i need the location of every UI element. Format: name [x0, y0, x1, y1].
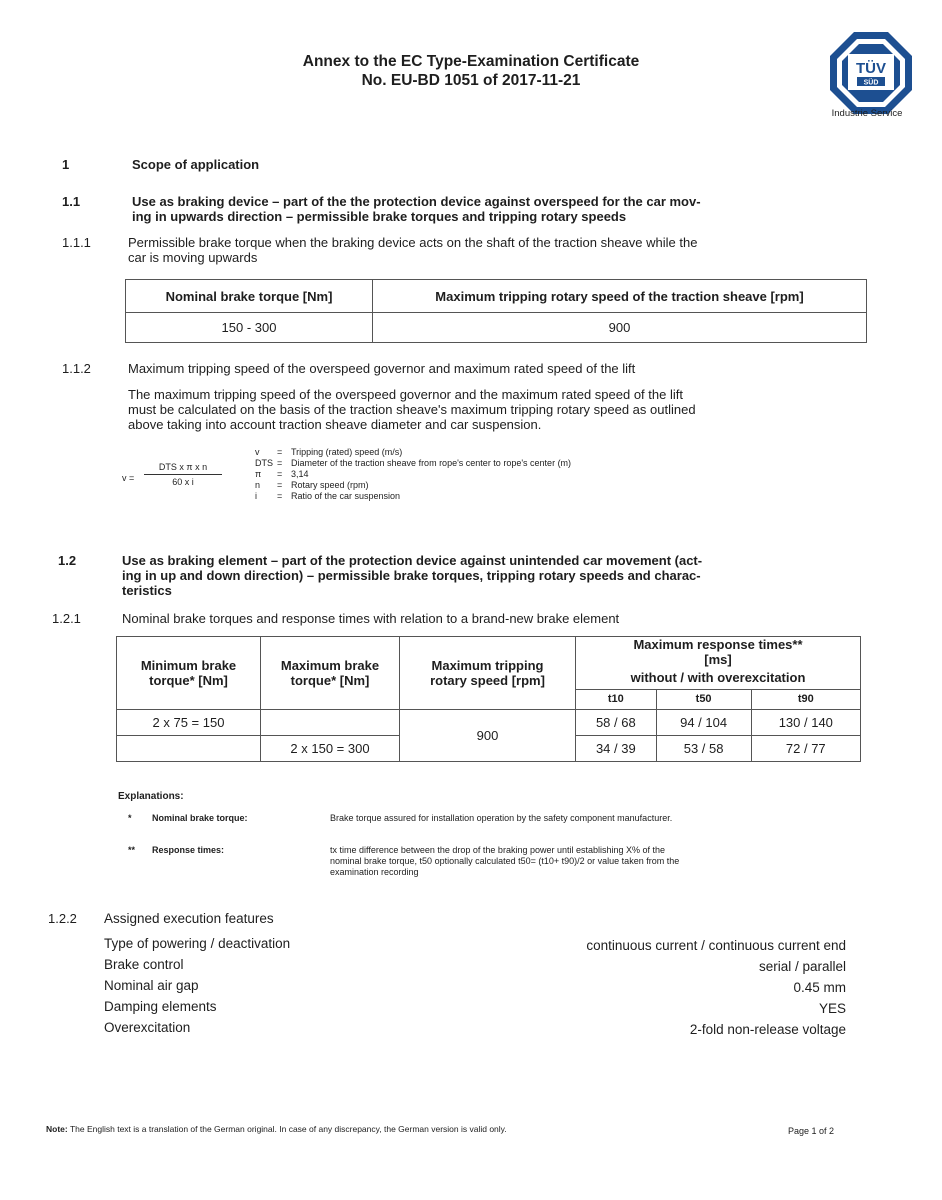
- section-title-line: ing in up and down direction) – permissible brake torques, tripping rotary speeds and charac-: [122, 568, 701, 583]
- table-header: t50: [656, 689, 751, 709]
- text-line: Permissible brake torque when the braking device acts on the shaft of the traction sheave while the: [128, 235, 698, 250]
- table-header: [117, 637, 261, 710]
- table-header: [261, 637, 400, 710]
- table-cell: 72 / 77: [751, 735, 860, 761]
- text-line: nominal brake torque, t50 optionally calculated t50= (t10+ t90)/2 or value taken from the: [330, 856, 680, 866]
- section-title-line: Use as braking device – part of the the protection device against overspeed for the car mov-: [132, 194, 701, 209]
- logo-text: TÜV: [856, 60, 886, 77]
- table-cell: 900: [400, 709, 576, 761]
- legend-desc: 3,14: [291, 469, 309, 479]
- section-title-line: ing in upwards direction – permissible brake torques and tripping rotary speeds: [132, 209, 627, 224]
- legend-desc: Ratio of the car suspension: [291, 491, 401, 501]
- text-line: tx time difference between the drop of the braking power until establishing X% of the: [330, 845, 666, 855]
- legend-row: [255, 447, 571, 458]
- legend-equals: =: [277, 480, 283, 490]
- feature-value: 0.45 mm: [793, 980, 846, 995]
- feature-label: Overexcitation: [104, 1020, 191, 1035]
- text-line: The maximum tripping speed of the overspeed governor and the maximum rated speed of the lift: [128, 387, 683, 402]
- table-cell: 2 x 75 = 150: [117, 709, 261, 735]
- feature-value: 2-fold non-release voltage: [689, 1022, 846, 1037]
- table-cell: 130 / 140: [751, 709, 860, 735]
- explanation-mark: **: [128, 845, 136, 855]
- table-cell: 900: [373, 313, 867, 343]
- header-line: rotary speed [rpm]: [430, 672, 545, 688]
- table-header: t90: [751, 689, 860, 709]
- section-title: [132, 194, 872, 224]
- feature-value: continuous current / continuous current end: [586, 938, 846, 953]
- table-cell: 150 - 300: [126, 313, 373, 343]
- tuv-octagon-icon: [826, 28, 916, 118]
- table-header: Nominal brake torque [Nm]: [126, 280, 373, 313]
- table-row: [117, 709, 861, 735]
- legend-equals: =: [277, 458, 283, 468]
- page-number: Page 1 of 2: [788, 1126, 835, 1136]
- brake-torque-table: [125, 279, 867, 343]
- table-cell: [117, 735, 261, 761]
- title-line-2: No. EU-BD 1051 of 2017-11-21: [361, 72, 581, 89]
- legend-symbol: n: [255, 480, 261, 490]
- explanation-text: Brake torque assured for installation operation by the safety component manufacturer.: [330, 813, 673, 823]
- response-times-table: [116, 636, 861, 762]
- paragraph: [128, 387, 873, 432]
- footer-note-label: Note:: [46, 1124, 68, 1134]
- table-header: [400, 637, 576, 710]
- table-header: t10: [576, 689, 657, 709]
- section-title-line: Use as braking element – part of the protection device against unintended car movement (act-: [122, 553, 703, 568]
- formula-legend: [255, 447, 571, 502]
- title-line-1: Annex to the EC Type-Examination Certificate: [302, 53, 640, 70]
- explanation-label: Nominal brake torque:: [152, 813, 248, 823]
- table-cell: 53 / 58: [656, 735, 751, 761]
- table-header: [576, 637, 861, 668]
- header-line: Maximum brake: [280, 657, 380, 673]
- legend-symbol: DTS: [255, 458, 273, 468]
- section-title: Scope of application: [132, 157, 260, 172]
- table-cell: 94 / 104: [656, 709, 751, 735]
- table-header: Maximum tripping rotary speed of the traction sheave [rpm]: [373, 280, 867, 313]
- feature-value: YES: [818, 1001, 846, 1016]
- document-title: [0, 52, 942, 90]
- legend-symbol: π: [255, 469, 262, 479]
- section-number: 1.1.2: [62, 361, 91, 376]
- table-cell: 2 x 150 = 300: [261, 735, 400, 761]
- logo-subtext: SÜD: [863, 79, 879, 87]
- section-number: 1.1.1: [62, 235, 91, 250]
- legend-equals: =: [277, 469, 283, 479]
- formula-fraction: [144, 462, 222, 488]
- table-cell: [261, 709, 400, 735]
- text-line: car is moving upwards: [128, 250, 258, 265]
- feature-label: Brake control: [104, 957, 184, 972]
- text-line: above taking into account traction sheave diameter and car suspension.: [128, 417, 542, 432]
- legend-desc: Diameter of the traction sheave from rope's center to rope's center (m): [291, 458, 572, 468]
- header-line: Maximum response times**: [633, 637, 803, 652]
- formula-lhs: v =: [122, 473, 135, 483]
- section-title-line: teristics: [122, 583, 172, 598]
- legend-desc: Tripping (rated) speed (m/s): [291, 447, 403, 457]
- section-number: 1.2.2: [48, 911, 77, 926]
- legend-row: [255, 480, 571, 491]
- header-line: Minimum brake: [140, 657, 237, 673]
- section-heading: Nominal brake torques and response times with relation to a brand-new brake element: [122, 611, 620, 626]
- legend-desc: Rotary speed (rpm): [291, 480, 369, 490]
- feature-label: Nominal air gap: [104, 978, 199, 993]
- text-line: examination recording: [330, 867, 419, 877]
- legend-row: [255, 458, 571, 469]
- logo-caption: Industrie Service: [831, 108, 903, 119]
- section-number: 1: [62, 157, 70, 172]
- section-heading: Maximum tripping speed of the overspeed governor and maximum rated speed of the lift: [128, 361, 636, 376]
- feature-label: Damping elements: [104, 999, 217, 1014]
- formula-numerator: DTS x π x n: [144, 462, 222, 475]
- explanation-text: [330, 845, 850, 878]
- feature-value: serial / parallel: [758, 959, 846, 974]
- section-number: 1.2: [58, 553, 77, 568]
- footer-note: [46, 1124, 507, 1134]
- feature-label: Type of powering / deactivation: [104, 936, 291, 951]
- section-number: 1.1: [62, 194, 81, 209]
- explanation-label: Response times:: [152, 845, 225, 855]
- formula-denominator: 60 x i: [172, 477, 194, 487]
- header-line: [ms]: [704, 652, 732, 667]
- explanation-mark: *: [128, 813, 132, 823]
- legend-symbol: v: [255, 447, 260, 457]
- header-line: torque* [Nm]: [149, 672, 228, 688]
- header-line: torque* [Nm]: [290, 672, 370, 688]
- explanations-title: Explanations:: [118, 791, 184, 802]
- section-heading: Assigned execution features: [104, 911, 274, 926]
- legend-equals: =: [277, 491, 283, 501]
- text-line: must be calculated on the basis of the traction sheave's maximum tripping rotary speed as outlined: [128, 402, 696, 417]
- table-cell: 58 / 68: [576, 709, 657, 735]
- table-header: without / with overexcitation: [576, 667, 861, 689]
- legend-row: [255, 491, 571, 502]
- header-line: Maximum tripping: [431, 657, 544, 673]
- legend-symbol: i: [255, 491, 257, 501]
- section-title: [122, 553, 872, 598]
- table-cell: 34 / 39: [576, 735, 657, 761]
- legend-row: [255, 469, 571, 480]
- section-text: [128, 235, 873, 265]
- legend-equals: =: [277, 447, 283, 457]
- footer-note-text: The English text is a translation of the German original. In case of any discrepancy, the German version is valid only.: [69, 1124, 507, 1134]
- section-number: 1.2.1: [52, 611, 81, 626]
